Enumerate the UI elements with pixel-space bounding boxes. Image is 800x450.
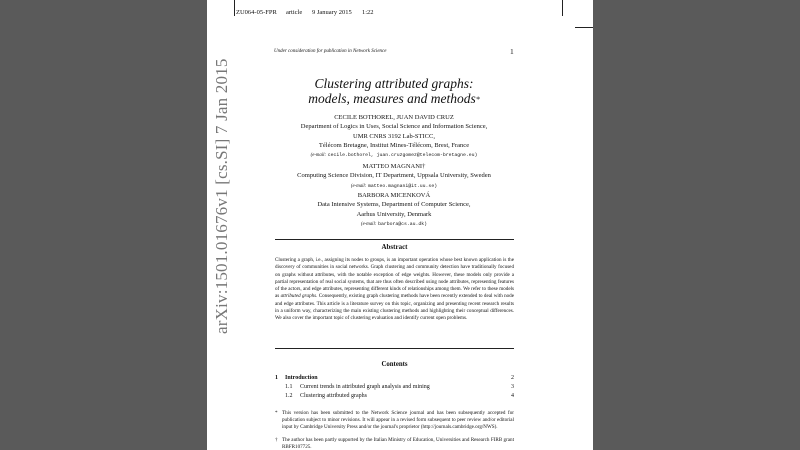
author-block-2 xyxy=(275,162,513,191)
title-line-2: models, measures and methods* xyxy=(308,91,480,106)
header-date: 9 January 2015 xyxy=(312,9,352,16)
crop-mark-top-right xyxy=(562,0,563,16)
page-number: 1 xyxy=(510,47,514,56)
author-names: MATTEO MAGNANI† xyxy=(362,163,426,170)
affiliation-line: Data Intensive Systems, Department of Computer Science, xyxy=(317,201,471,209)
affiliation-line: Télécom Bretagne, Institut Mines-Télécom, Brest, France xyxy=(318,141,470,149)
author-block-1 xyxy=(275,113,513,160)
toc-entry[interactable]: 1.2 Clustering attributed graphs 4 xyxy=(285,393,514,399)
abstract-bottom-rule xyxy=(275,348,514,349)
header-doc-type: article xyxy=(286,9,303,16)
toc-entry[interactable]: 1 Introduction 2 xyxy=(275,375,514,381)
author-email: (e-mail: cecile.bothorel, juan.cruzgomez@telecom-bretagne.eu) xyxy=(310,153,478,159)
title-line-1: Clustering attributed graphs: xyxy=(314,76,474,91)
arxiv-stamp: arXiv:1501.01676v1 [cs.SI] 7 Jan 2015 xyxy=(212,58,231,334)
author-email: (e-mail: barbora@cs.au.dk) xyxy=(360,221,427,227)
author-names: BARBORA MICENKOVÁ xyxy=(357,192,431,199)
title-footnote-mark: * xyxy=(475,95,480,104)
crop-mark-right-horizontal xyxy=(575,27,593,28)
author-block-3 xyxy=(275,191,513,229)
affiliation-line: Computing Science Division, IT Department, Uppsala University, Sweden xyxy=(297,172,491,180)
abstract-top-rule xyxy=(275,239,514,240)
affiliation-line: Aarhus University, Denmark xyxy=(356,210,432,218)
affiliation-line: Department of Logics in Uses, Social Science and Information Science, xyxy=(300,123,488,131)
author-email: (e-mail: matteo.magnani@it.uu.se) xyxy=(350,183,438,189)
abstract-heading: Abstract xyxy=(381,243,408,251)
affiliation-line: UMR CNRS 3192 Lab-STICC, xyxy=(353,132,435,140)
footnote-1: * This version has been submitted to the Network Science journal and has been subsequently accepted for publication subject to minor revisions. It will appear in a revised form subsequent to peer review and/or editorial input by Cambridge University Press and/or the journal's proprietor (http://journals.cambridge.org/NWS). xyxy=(275,410,514,430)
crop-mark-top-left xyxy=(234,0,235,16)
toc-entry[interactable]: 1.1 Current trends in attributed graph analysis and mining 3 xyxy=(285,384,514,390)
contents-heading: Contents xyxy=(381,361,408,368)
paper-page xyxy=(207,0,593,450)
abstract-text: Clustering a graph, i.e., assigning its nodes to groups, is an important operation whose best known application is the discovery of communities in social networks. Graph clustering and community detection have traditionally focused on graphs without attributes, with the notable exception of edge weights. However, these models only provide a partial representation of real social systems, that are thus often described using node attributes, representing features of the actors, and edge attributes, representing different kinds of relationships among them. We refer to these models as attributed graphs. Consequently, existing graph clustering methods have been recently extended to deal with node and edge attributes. This article is a literature survey on this topic, organizing and presenting recent research results in a uniform way, characterizing the main existing clustering methods and highlighting their conceptual differences. We also cover the important topic of clustering evaluation and identify current open problems. xyxy=(275,257,514,322)
running-head: Under consideration for publication in Network Science xyxy=(274,49,387,54)
paper-title xyxy=(275,76,513,107)
author-names: CECILE BOTHOREL, JUAN DAVID CRUZ xyxy=(334,114,454,121)
header-time: 1:22 xyxy=(362,9,374,16)
footnote-2: † The author has been partly supported by the Italian Ministry of Education, Universities and Research FIRB grant RBFR107725. xyxy=(275,437,514,450)
header-doc-id: ZU064-05-FPR xyxy=(236,9,277,16)
